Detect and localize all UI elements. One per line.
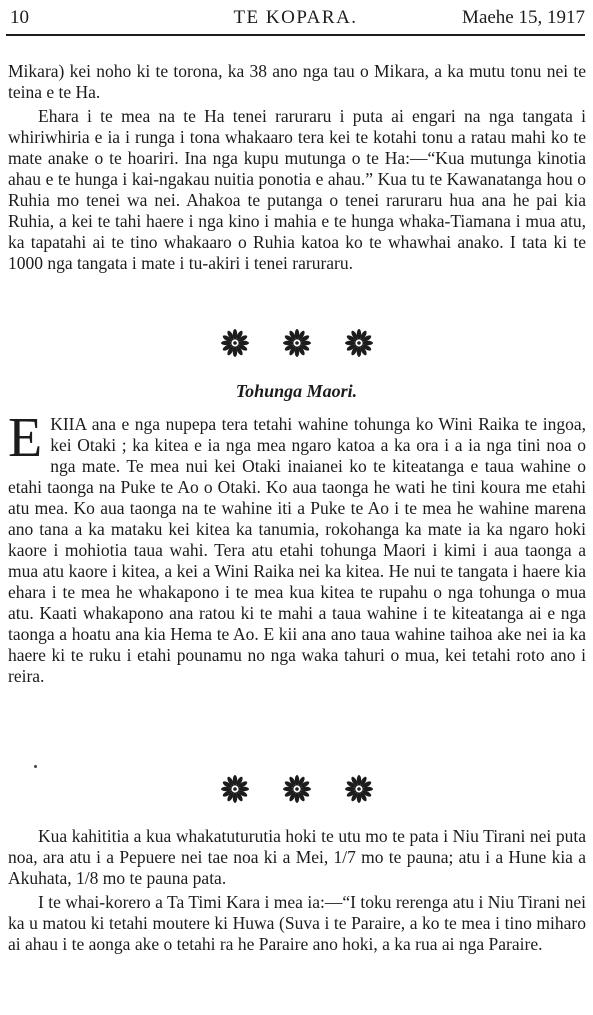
section-heading: Tohunga Maori.: [235, 381, 358, 401]
butter-price-paragraph: Kua kahititia a kua whakatuturutia hoki te utu mo te pata i Niu Tirani nei puta noa, ara atu i a Pepuere nei tae noa ki a Mei, 1/7 mo te pauna; atu i a Hune kia a Akuhata, 1/8 mo te pauna pata.: [8, 826, 586, 888]
issue-date: Maehe 15, 1917: [462, 7, 585, 28]
speech-paragraph: I te whai-korero a Ta Timi Kara i mea ia:—“I toku rerenga atu i Niu Tirani nei ka u matou ki tetahi moutere ki Huwa (Suva i te Paraire, a ko te mea i tino miharo ai ahau i te aonga ake o tetahi ra he Paraire ano hoki, a ka rua ai nga Paraire.: [8, 892, 586, 954]
daisy-flower-icon: [282, 328, 312, 358]
article-continuation: [8, 61, 586, 274]
article-body: KIIA ana e nga nupepa tera tetahi wahine tohunga ko Wini Raika te ingoa, kei Otaki ; ka kitea e ia nga mea ngaro katoa a ka ora i a ia nga tini noa o nga mate. Te mea nui kei Otaki inaianei ko te kiteatanga e taua wahine o etahi taonga na Puke te Ao o Otaki. Ko aua taonga he wati he tini koura me etahi atu mea. Ko aua taonga na te wahine iti a Puke te Ao i te mea he wahine marena ano tana a ka mataku kei kitea ka tanumia, rokohanga ka mate ia ka ngaro hoki kaore i mohiotia taua wahi. Tera atu etahi tohunga Maori i kimi i aua taonga a mua atu kaore i kitea, a kei a Wini Raika nei ka kitea. He nui te tangata i haere kia ehara i te mea he whakapono i te mea kua kitea te rupahu o nga tohunga o mua atu. Kaati whakapono ana ratou ki te mahi a taua wahine i te kiteatanga ai e nga taonga a hoatu ana kia Hema te Ao. E kii ana ano taua wahine taihoa ake nei ia ka haere ki te ruku i etahi pounamu no nga waka tahuri o mua, kei tetahi roto ano i reira.: [8, 414, 586, 686]
drop-cap: E: [8, 407, 43, 469]
ornament-divider: [0, 773, 593, 805]
daisy-flower-icon: [220, 774, 250, 804]
news-briefs: [8, 826, 586, 955]
daisy-flower-icon: [344, 774, 374, 804]
continuation-paragraph: Mikara) kei noho ki te torona, ka 38 ano nga tau o Mikara, a ka mutu tonu nei te teina e te Ha.: [8, 61, 586, 102]
header-rule: [6, 34, 585, 36]
page-header: [6, 6, 585, 30]
print-speck: [34, 765, 37, 768]
daisy-flower-icon: [220, 328, 250, 358]
body-paragraph: Ehara i te mea na te Ha tenei raruraru i puta ai engari na nga tangata i whiriwhiria e ia i runga i tona whakaaro tera kei te kotahi tonu a ratau mahi ko te mate anake o te hoariri. Ina nga kupu mutunga o te Ha:—“Kua mutunga kinotia ahau e te hunga i kai-ngakau nuitia ponotia e ahau.” Kua tu te Kawanatanga hou o Ruhia mo tenei wa nei. Ahakoa te putanga o tenei raruraru hua ana he pai kia Ruhia, a kei te tahi haere i nga kino i mahia e te hunga whaka-Tiamana i mua atu, ka tapatahi ai te tino whakaaro o Ruhia katoa ko te whawhai anako. I tata ki te 1000 nga tangata i mate i tu-akiri i tenei raruraru.: [8, 106, 586, 273]
page-number: 10: [10, 7, 29, 28]
publication-title: TE KOPARA.: [233, 7, 358, 28]
ornament-divider: [0, 327, 593, 359]
tohunga-maori-article: [8, 407, 586, 687]
daisy-flower-icon: [282, 774, 312, 804]
daisy-flower-icon: [344, 328, 374, 358]
